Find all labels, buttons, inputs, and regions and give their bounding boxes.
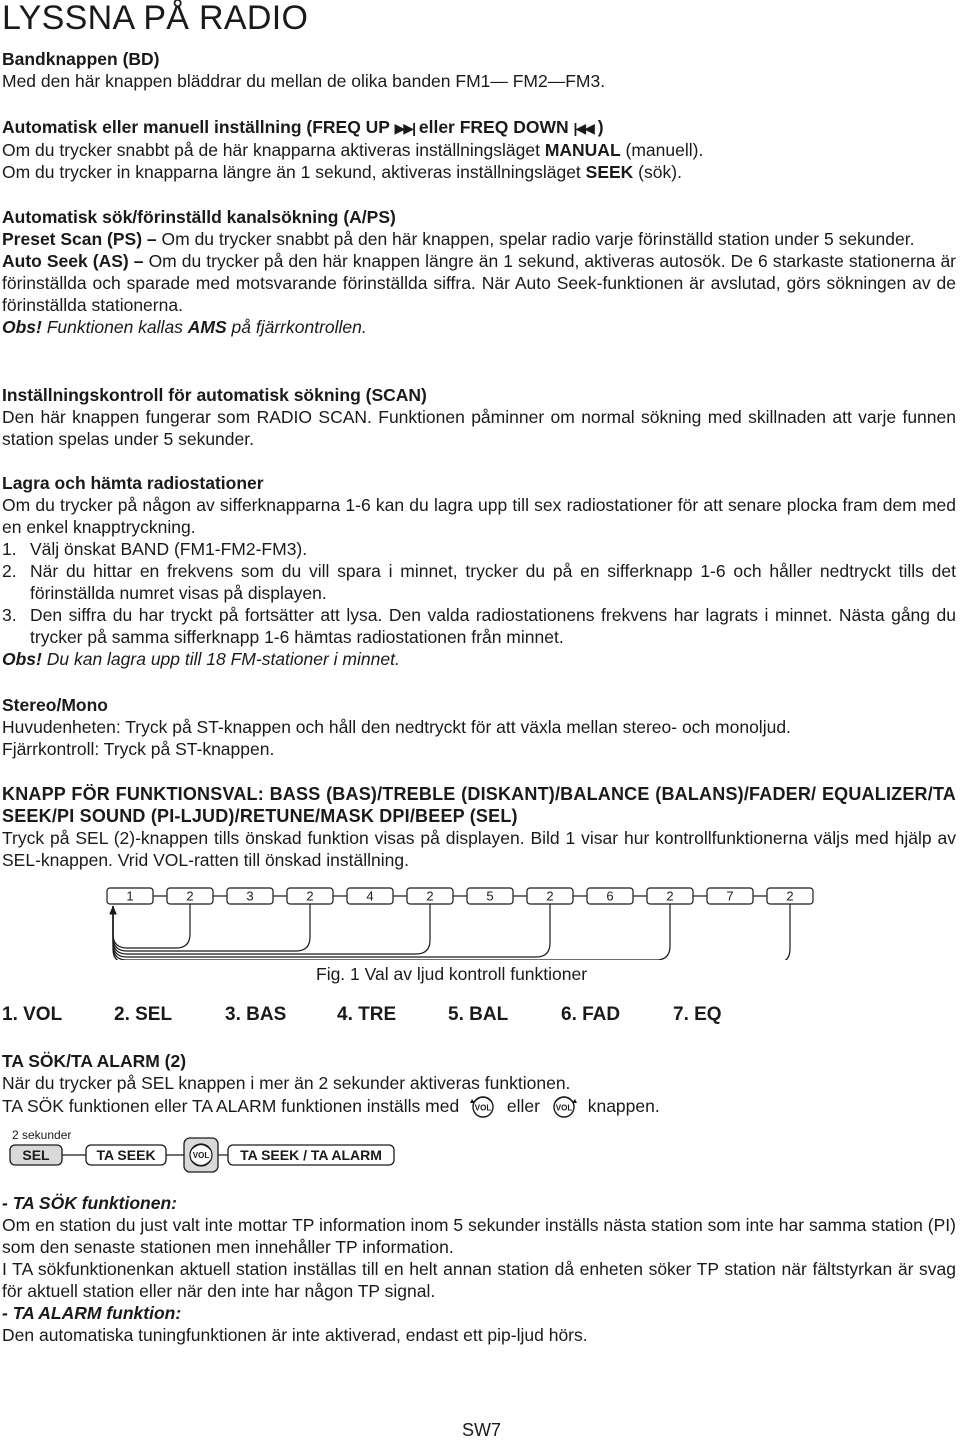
scan-section <box>2 384 956 450</box>
function-loop-arrow <box>113 904 430 954</box>
ta-seek-alarm-label: TA SEEK / TA ALARM <box>240 1147 382 1163</box>
vol-down-icon <box>549 1094 579 1118</box>
legend-item: 5. BAL <box>448 1004 509 1025</box>
band-heading: Bandknappen (BD) <box>2 49 160 69</box>
stereo-line-1: Huvudenheten: Tryck på ST-knappen och håll den nedtryckt för att växla mellan stereo- och monoljud. <box>2 717 791 737</box>
store-steps <box>2 538 956 648</box>
function-step-label: 4 <box>366 888 374 904</box>
function-step-label: 2 <box>546 888 554 904</box>
ta-sok-text-1: Om en station du just valt inte mottar TP information inom 5 sekunder inställs nästa station som inte har samma station (PI) som den senaste stationen men innehåller TP information. <box>2 1215 956 1257</box>
rewind-icon: |◀◀ <box>573 120 593 136</box>
function-step-label: 1 <box>126 888 134 904</box>
ta-alarm-text: Den automatiska tuningfunktionen är inte aktiverad, endast ett pip-ljud hörs. <box>2 1325 588 1345</box>
freq-line-2: Om du trycker in knapparna längre än 1 sekund, aktiveras inställningsläget SEEK (sök). <box>2 162 682 182</box>
ta-heading: TA SÖK/TA ALARM (2) <box>2 1051 187 1071</box>
aps-auto-seek: Auto Seek (AS) – Om du trycker på den här knappen längre än 1 sekund, aktiveras autosök. De 6 starkaste stationerna är förinställda och sparade med motsvarande förinställda siffra. När Auto Seek-funktionen är avslutad, görs sökningen av de förinställda stationerna. <box>2 251 957 315</box>
legend-item: 6. FAD <box>561 1004 621 1025</box>
freq-section <box>2 116 956 183</box>
vol-knob-label: VOL <box>192 1151 210 1160</box>
function-step-label: 2 <box>666 888 674 904</box>
freq-heading: Automatisk eller manuell inställning (FREQ UP ▶▶| eller FREQ DOWN |◀◀ ) <box>2 117 604 137</box>
figure-caption: Fig. 1 Val av ljud kontroll funktioner <box>316 964 588 984</box>
function-loop-arrow <box>113 904 190 948</box>
aps-preset-scan: Preset Scan (PS) – Om du trycker snabbt på den här knappen, spelar radio varje förinställd station under 5 sekunder. <box>2 229 915 249</box>
legend-item: 3. BAS <box>225 1004 287 1025</box>
page-number: SW7 <box>462 1420 502 1440</box>
store-obs: Obs! Du kan lagra upp till 18 FM-stationer i minnet. <box>2 649 400 669</box>
store-heading: Lagra och hämta radiostationer <box>2 473 264 493</box>
function-cycle-diagram <box>0 880 960 960</box>
aps-section <box>2 206 956 338</box>
store-step: 2. När du hittar en frekvens som du vill spara i minnet, trycker du på en sifferknapp 1-6 och håller nedtryckt tills det förinställda numret visas på displayen. <box>2 561 956 603</box>
ta-line-2: TA SÖK funktionen eller TA ALARM funktionen inställs med VOL eller VOL knappen. <box>2 1096 660 1116</box>
aps-heading: Automatisk sök/förinställd kanalsökning (A/PS) <box>2 207 396 227</box>
band-text: Med den här knappen bläddrar du mellan de olika banden FM1— FM2—FM3. <box>2 71 606 91</box>
store-section <box>2 472 956 670</box>
svg-text:VOL: VOL <box>555 1103 573 1113</box>
scan-heading: Inställningskontroll för automatisk sökning (SCAN) <box>2 385 427 405</box>
function-step-label: 2 <box>426 888 434 904</box>
stereo-line-2: Fjärrkontroll: Tryck på ST-knappen. <box>2 739 275 759</box>
stereo-section <box>2 694 956 760</box>
store-step: 1. Välj önskat BAND (FM1-FM2-FM3). <box>2 539 308 559</box>
scan-text: Den här knappen fungerar som RADIO SCAN. Funktionen påminner om normal sökning med skillnaden att varje funnen station spelas under 5 sekunder. <box>2 407 956 449</box>
freq-line-1: Om du trycker snabbt på de här knapparna aktiveras inställningsläget MANUAL (manuell). <box>2 140 704 160</box>
legend-item: 7. EQ <box>673 1004 722 1025</box>
sel-text: Tryck på SEL (2)-knappen tills önskad funktion visas på displayen. Bild 1 visar hur kontrollfunktionerna väljs med hjälp av SEL-knappen. Vrid VOL-ratten till önskad inställning. <box>2 828 956 870</box>
sel-key-label: SEL <box>22 1147 50 1163</box>
sel-section <box>2 783 956 871</box>
ta-section <box>2 1050 956 1118</box>
function-step-label: 2 <box>306 888 314 904</box>
two-seconds-note: 2 sekunder <box>12 1128 72 1142</box>
legend-item: 4. TRE <box>337 1004 397 1025</box>
legend-item: 1. VOL <box>2 1004 63 1025</box>
function-loop-arrow <box>113 904 310 951</box>
legend-item: 2. SEL <box>114 1004 173 1025</box>
function-step-label: 7 <box>726 888 734 904</box>
ta-seek-label: TA SEEK <box>96 1147 156 1163</box>
vol-up-icon <box>468 1094 498 1118</box>
function-step-label: 5 <box>486 888 494 904</box>
ta-line-1: När du trycker på SEL knappen i mer än 2 sekunder aktiveras funktionen. <box>2 1073 571 1093</box>
page-title: LYSSNA PÅ RADIO <box>2 0 309 37</box>
aps-obs: Obs! Funktionen kallas AMS på fjärrkontrollen. <box>2 317 367 337</box>
function-step-label: 2 <box>786 888 794 904</box>
ta-sok-text-2: I TA sökfunktionenkan aktuell station inställas till en helt annan station då enheten söker TP station när fältstyrkan är svag för aktuell station eller när den inte har någon TP signal. <box>2 1259 956 1301</box>
function-step-label: 3 <box>246 888 254 904</box>
sel-heading: KNAPP FÖR FUNKTIONSVAL: BASS (BAS)/TREBLE (DISKANT)/BALANCE (BALANS)/FADER/ EQUALIZER/TA SEEK/PI SOUND (PI-LJUD)/RETUNE/MASK DPI/BEEP (SEL) <box>2 784 956 826</box>
store-step: 3. Den siffra du har tryckt på fortsätter att lysa. Den valda radiostationens frekvens har lagrats i minnet. Nästa gång du trycker på samma sifferknapp 1-6 hämtas radiostationen från minnet. <box>2 605 956 647</box>
band-section <box>2 48 956 92</box>
function-loop-arrow <box>113 904 550 957</box>
stereo-heading: Stereo/Mono <box>2 695 108 715</box>
ta-alarm-heading: - TA ALARM funktion: <box>2 1303 182 1323</box>
ta-sok-heading: - TA SÖK funktionen: <box>2 1193 177 1213</box>
store-intro: Om du trycker på någon av sifferknapparna 1-6 kan du lagra upp till sex radiostationer för att senare plocka fram dem med en enkel knapptryckning. <box>2 495 956 537</box>
fast-forward-icon: ▶▶| <box>394 120 414 136</box>
function-step-label: 6 <box>606 888 614 904</box>
function-step-label: 2 <box>186 888 194 904</box>
ta-seek-diagram <box>0 1126 420 1176</box>
ta-details-section <box>2 1192 956 1346</box>
svg-text:VOL: VOL <box>474 1103 492 1113</box>
